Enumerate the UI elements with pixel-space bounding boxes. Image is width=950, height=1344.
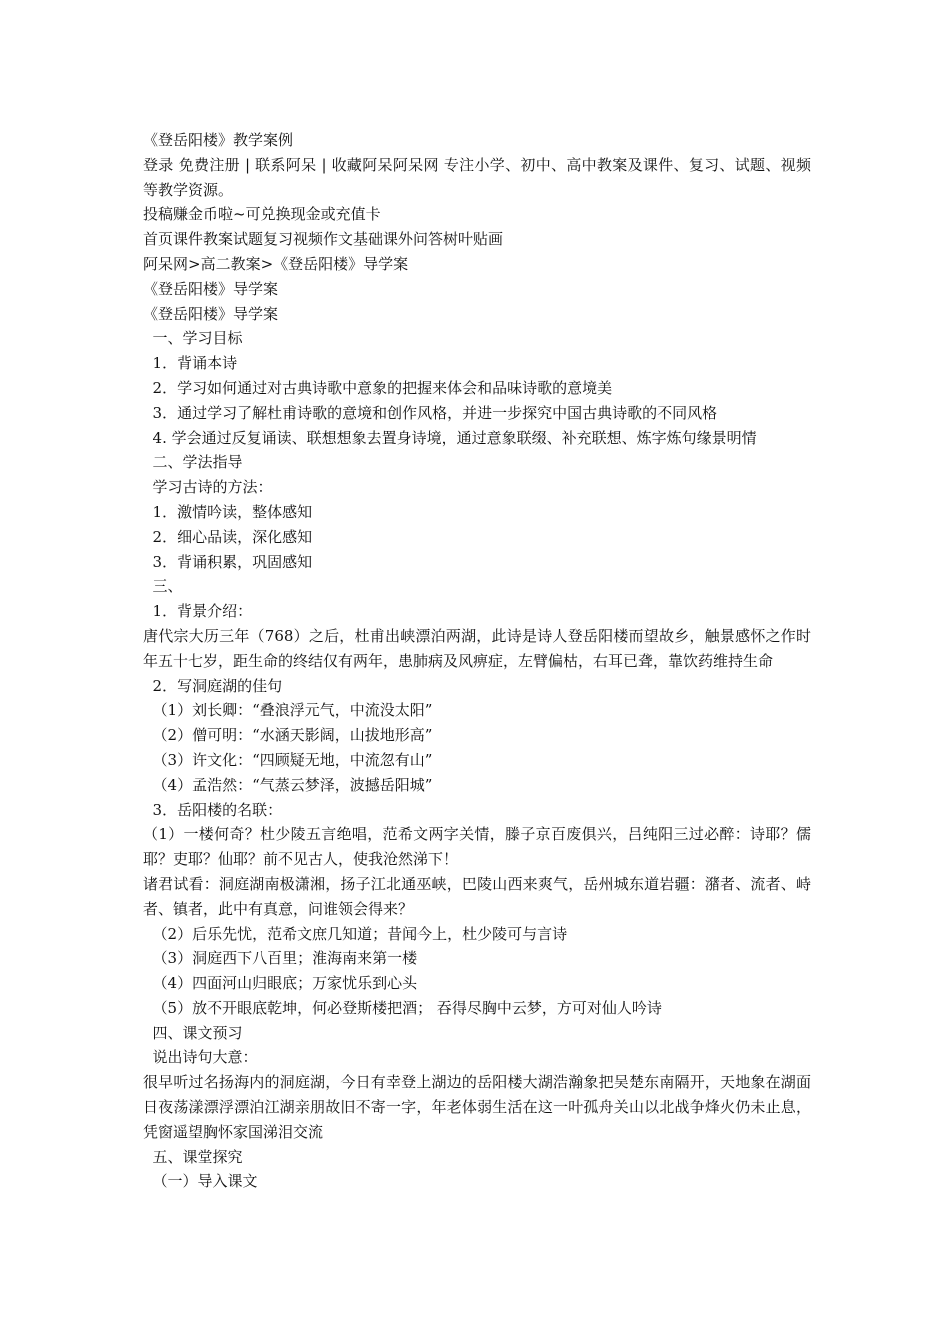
couplet-paragraph: 诸君试看：洞庭湖南极潇湘，扬子江北通巫峡，巴陵山西来爽气，岳州城东道岩疆：潴者、流者、峙者、镇者，此中有真意，问谁领会得来？	[143, 874, 811, 918]
couplets-heading: 3．岳阳楼的名联：	[143, 800, 283, 819]
background-paragraph: 唐代宗大历三年（768）之后，杜甫出峡漂泊两湖，此诗是诗人登岳阳楼而望故乡，触景感怀之作时年五十七岁，距生命的终结仅有两年，患肺病及风痹症，左臂偏枯，右耳已聋，靠饮药维持生命	[143, 626, 811, 670]
breadcrumb: 阿呆网>高二教案>《登岳阳楼》导学案	[143, 254, 409, 273]
section-goals: 一、学习目标	[143, 329, 243, 348]
method-item: 1．激情吟读，整体感知	[143, 502, 313, 521]
goal-item: 2．学习如何通过对古典诗歌中意象的把握来体会和品味诗歌的意境美	[143, 378, 613, 397]
couplet-paragraph: （1）一楼何奇？杜少陵五言绝唱，范希文两字关情，滕子京百废俱兴，吕纯阳三过必醉：诗耶？儒耶？吏耶？仙耶？前不见古人，使我沧然涕下！	[143, 825, 811, 869]
heading-2: 《登岳阳楼》导学案	[143, 304, 279, 323]
method-intro: 学习古诗的方法：	[143, 478, 273, 497]
quote-item: （4）孟浩然：“气蒸云梦泽，波撼岳阳城”	[143, 775, 433, 794]
site-bar: 登录 免费注册 | 联系阿呆 | 收藏阿呆阿呆网 专注小学、初中、高中教案及课件、复习、试题、视频等教学资源。	[143, 155, 811, 199]
couplet-item: （5）放不开眼底乾坤，何必登斯楼把酒； 吞得尽胸中云梦，方可对仙人吟诗	[143, 998, 662, 1017]
promo-text: 投稿赚金币啦~可兑换现金或充值卡	[143, 205, 381, 224]
couplet-item: （4）四面河山归眼底；万家忧乐到心头	[143, 974, 418, 993]
doc-title: 《登岳阳楼》教学案例	[143, 131, 294, 149]
goal-item: 1．背诵本诗	[143, 354, 238, 373]
lines-heading: 2．写洞庭湖的佳句	[143, 676, 283, 695]
section-preview: 四、课文预习	[143, 1023, 243, 1042]
couplet-item: （3）洞庭西下八百里；淮海南来第一楼	[143, 949, 418, 968]
nav-text: 首页课件教案试题复习视频作文基础课外问答树叶贴画	[143, 230, 504, 249]
method-item: 2．细心品读，深化感知	[143, 527, 313, 546]
method-item: 3．背诵积累，巩固感知	[143, 552, 313, 571]
quote-item: （3）许文化：“四顾疑无地，中流忽有山”	[143, 750, 433, 769]
couplet-item: （2）后乐先忧，范希文庶几知道；昔闻今上，杜少陵可与言诗	[143, 924, 568, 943]
quote-item: （1）刘长卿：“叠浪浮元气，中流没太阳”	[143, 701, 433, 720]
document-body	[143, 128, 811, 1194]
goal-item: 4. 学会通过反复诵读、联想想象去置身诗境，通过意象联缀、补充联想、炼字炼句缘景明情	[143, 428, 757, 447]
meaning-paragraph: 很早听过名扬海内的洞庭湖，今日有幸登上湖边的岳阳楼大湖浩瀚象把吴楚东南隔开，天地象在湖面日夜荡漾漂浮漂泊江湖亲朋故旧不寄一字，年老体弱生活在这一叶孤舟关山以北战争烽火仍未止息，凭窗遥望胸怀家国涕泪交流	[143, 1073, 811, 1141]
quote-item: （2）僧可明：“水涵天影阔，山拔地形高”	[143, 726, 433, 745]
preview-prompt: 说出诗句大意：	[143, 1048, 258, 1067]
background-heading: 1．背景介绍：	[143, 602, 253, 621]
section-method: 二、学法指导	[143, 453, 243, 472]
section-explore: 五、课堂探究	[143, 1147, 243, 1166]
intro-item: （一）导入课文	[143, 1172, 258, 1191]
section-three: 三、	[143, 577, 183, 596]
heading-1: 《登岳阳楼》导学案	[143, 279, 279, 298]
goal-item: 3．通过学习了解杜甫诗歌的意境和创作风格，并进一步探究中国古典诗歌的不同风格	[143, 403, 718, 422]
